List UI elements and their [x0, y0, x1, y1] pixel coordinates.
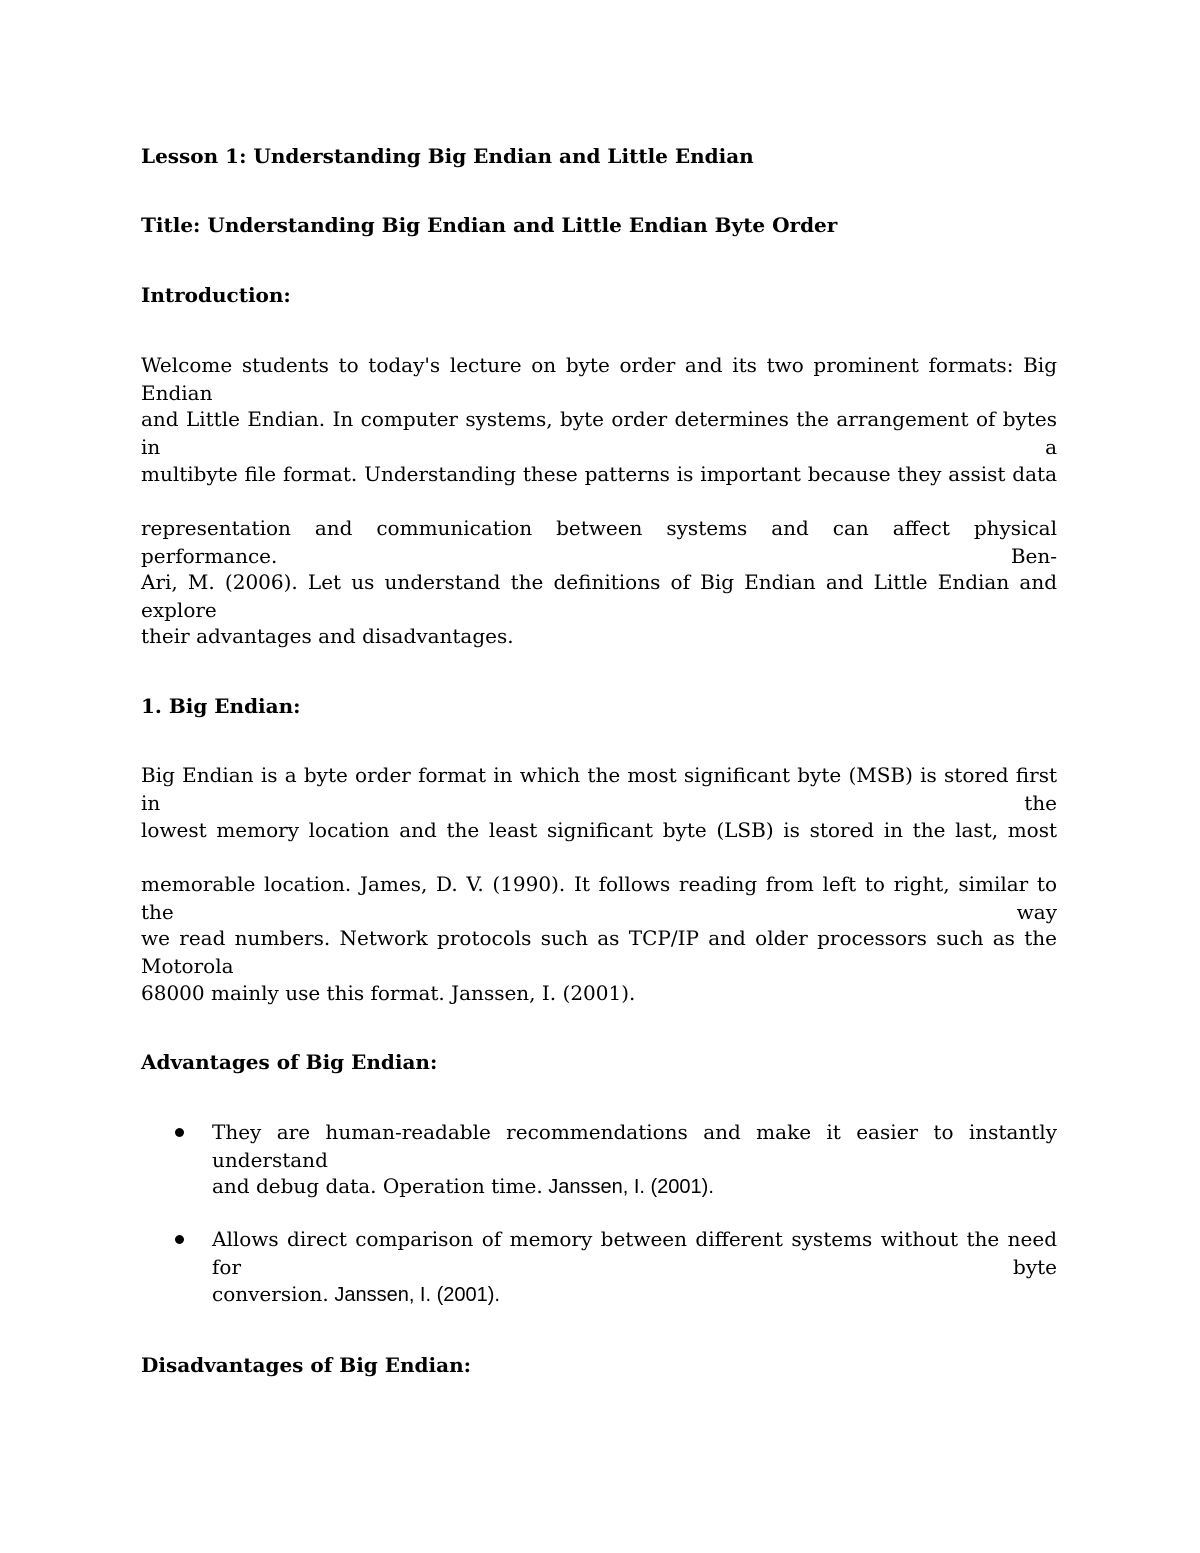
big-endian-heading: 1. Big Endian:: [141, 694, 301, 718]
big-endian-line: 68000 mainly use this format. Janssen, I. (2001).: [141, 981, 636, 1005]
citation: Janssen, I. (2001).: [328, 1284, 500, 1306]
disadvantages-heading: Disadvantages of Big Endian:: [141, 1353, 471, 1377]
big-endian-line: Big Endian is a byte order format in which the most significant byte (MSB) is stored first in the: [141, 763, 1057, 815]
introduction-line: and Little Endian. In computer systems, byte order determines the arrangement of bytes in a: [141, 407, 1057, 459]
introduction-line: Ari, M. (2006). Let us understand the definitions of Big Endian and Little Endian and explore: [141, 570, 1057, 622]
big-endian-line: lowest memory location and the least significant byte (LSB) is stored in the last, most: [141, 818, 1057, 842]
introduction-heading: Introduction:: [141, 283, 291, 307]
advantage-item-line: They are human-readable recommendations and make it easier to instantly understand: [212, 1120, 1057, 1172]
advantage-item-text: and debug data. Operation time.: [212, 1174, 543, 1198]
big-endian-line: we read numbers. Network protocols such as TCP/IP and older processors such as the Motorola: [141, 926, 1057, 978]
advantages-heading: Advantages of Big Endian:: [141, 1050, 438, 1074]
introduction-line: their advantages and disadvantages.: [141, 624, 514, 648]
introduction-line: multibyte file format. Understanding these patterns is important because they assist data: [141, 462, 1057, 486]
advantage-item-line: [212, 1172, 714, 1201]
advantage-item-text: conversion.: [212, 1282, 329, 1306]
advantage-item-line: Allows direct comparison of memory between different systems without the need for byte: [212, 1227, 1057, 1279]
advantage-item-line: [212, 1280, 500, 1309]
bullet-icon: [175, 1235, 184, 1244]
citation: Janssen, I. (2001).: [542, 1176, 714, 1198]
introduction-line: representation and communication between systems and can affect physical performance. Ben-: [141, 516, 1057, 568]
lesson-heading: Lesson 1: Understanding Big Endian and Little Endian: [141, 144, 754, 168]
big-endian-line: memorable location. James, D. V. (1990). It follows reading from left to right, similar to the way: [141, 872, 1057, 924]
introduction-line: Welcome students to today's lecture on byte order and its two prominent formats: Big Endian: [141, 353, 1057, 405]
bullet-icon: [175, 1128, 184, 1137]
title-heading: Title: Understanding Big Endian and Little Endian Byte Order: [141, 213, 838, 237]
